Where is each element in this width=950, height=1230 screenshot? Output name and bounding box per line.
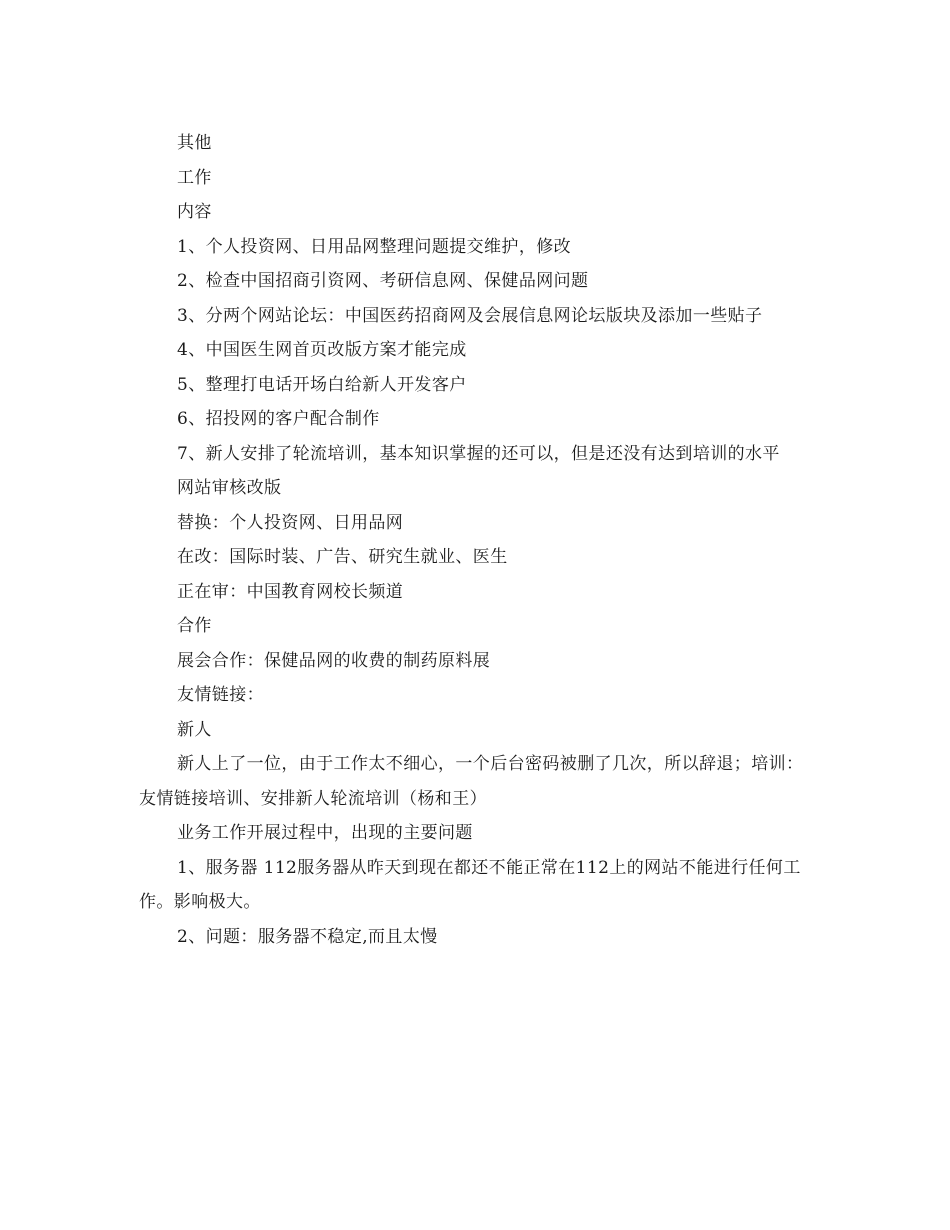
list-item: 2、问题：服务器不稳定,而且太慢: [177, 926, 438, 947]
list-item: 1、服务器 112服务器从昨天到现在都还不能正常在112上的网站不能进行任何工作。影响极大。: [139, 857, 801, 912]
paragraph-new-staff: 新人上了一位，由于工作太不细心，一个后台密码被删了几次，所以辞退；培训：友情链接培训、安排新人轮流培训（杨和王）: [139, 754, 804, 809]
paragraph-content: 内容: [177, 202, 212, 222]
section-heading-new-staff: 新人: [177, 719, 212, 740]
list-item: 1、个人投资网、日用品网整理问题提交维护，修改: [177, 236, 572, 257]
paragraph-replace: 替换：个人投资网、日用品网: [177, 512, 404, 533]
section-heading-cooperation: 合作: [177, 616, 212, 636]
list-item: 2、检查中国招商引资网、考研信息网、保健品网问题: [177, 271, 589, 291]
section-heading-site-review: 网站审核改版: [177, 478, 282, 498]
list-item: 5、整理打电话开场白给新人开发客户: [177, 374, 467, 395]
document-body: [139, 126, 819, 954]
section-heading-problems: 业务工作开展过程中，出现的主要问题: [177, 823, 473, 843]
paragraph-other: 其他: [177, 133, 212, 153]
list-item: 3、分两个网站论坛：中国医药招商网及会展信息网论坛版块及添加一些贴子: [177, 305, 763, 326]
list-item: 4、中国医生网首页改版方案才能完成: [177, 340, 467, 360]
paragraph-exhibition: 展会合作：保健品网的收费的制药原料展: [177, 650, 491, 671]
list-item: 6、招投网的客户配合制作: [177, 409, 380, 429]
list-item: 7、新人安排了轮流培训，基本知识掌握的还可以，但是还没有达到培训的水平: [177, 443, 780, 464]
paragraph-under-review: 正在审：中国教育网校长频道: [177, 581, 404, 602]
paragraph-in-progress: 在改：国际时装、广告、研究生就业、医生: [177, 547, 508, 567]
paragraph-work: 工作: [177, 167, 212, 188]
paragraph-friend-links: 友情链接：: [177, 685, 264, 705]
